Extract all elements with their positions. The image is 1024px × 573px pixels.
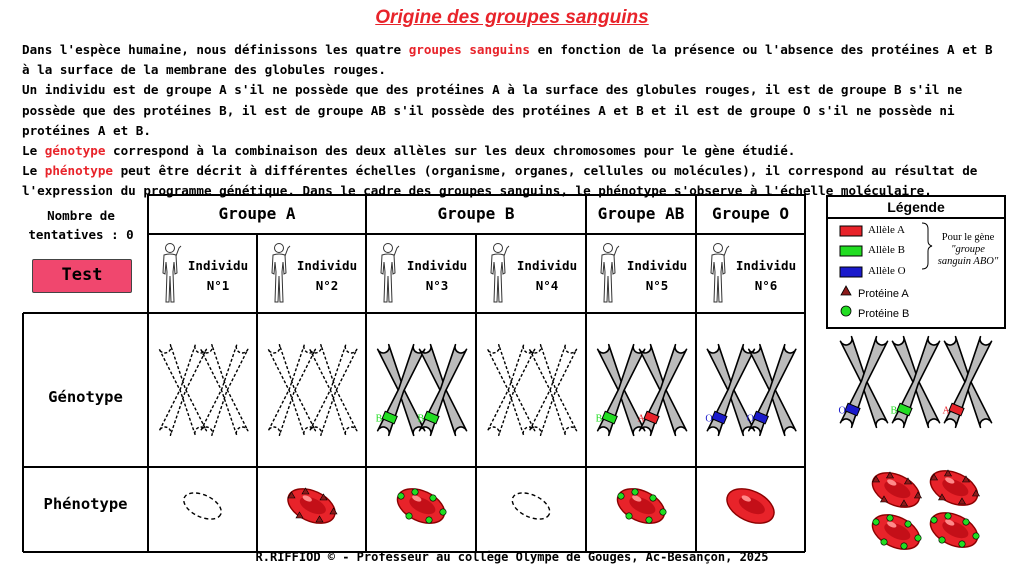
genotype-cell[interactable] [376,345,467,436]
genotype-cell[interactable] [596,345,687,436]
protein-b [881,539,887,545]
protein-b [873,519,879,525]
legend-note-line: "groupe [951,244,985,255]
phenotype-cell[interactable] [612,482,670,530]
allele-letter: O [746,413,755,425]
chromosome [942,337,991,428]
individual-number: N°2 [315,278,339,293]
individual-3-label [399,256,475,296]
intro-paragraph-3 [22,141,1007,161]
chromosome [838,337,887,428]
intro-text-span: Dans l'espèce humaine, nous définissons les quatre [22,42,409,57]
allele-letter: A [942,405,950,417]
phenotype-cell[interactable] [508,488,554,525]
keyword-phenotype: phénotype [44,163,113,179]
empty-cell-slot [508,488,554,525]
chromosome [268,345,315,436]
allele-letter: A [637,413,645,425]
intro-text [22,40,1007,202]
group-header-o: Groupe O [711,204,790,223]
protein-b [626,513,632,519]
red-blood-cell [867,508,925,555]
protein-b [632,489,638,495]
individual-1-label [180,256,256,296]
chromosome [310,345,357,436]
allele-a-swatch [840,226,862,236]
person-icon [163,244,181,303]
protein-b [905,521,911,527]
legend-protein-b: Protéine B [858,308,910,320]
individual-label-text: Individu [187,258,249,273]
draggable-chromosome[interactable] [838,337,887,428]
intro-text-span: peut être décrit à différentes échelles (organisme, organes, cellules ou molécules), il correspond au résultat de l'expression du programme génétique. Dans le cadre des groupes sanguins, le phénotype s'observe à l'échelle moléculaire. [22,163,978,199]
legend-title: Légende [828,197,1004,219]
group-header-b: Groupe B [437,204,515,223]
chromosome [637,345,686,436]
protein-b [963,519,969,525]
protein-b [398,493,404,499]
row-label-genotype: Génotype [48,388,123,406]
protein-b-icon [841,306,851,316]
group-header-ab: Groupe AB [597,204,685,223]
legend-allele-o: Allèle O [868,265,906,277]
draggable-red-blood-cell[interactable] [925,464,983,512]
allele-letter: B [375,413,383,425]
draggable-chromosome[interactable] [890,337,939,428]
legend-note-line: sanguin ABO" [937,256,999,267]
legend-note [928,232,1008,268]
individual-label-text: Individu [626,258,688,273]
intro-text-span: Le [22,143,45,159]
intro-text-span: correspond à la combinaison des deux allèles sur les deux chromosomes pour le gène étudié. [105,143,796,159]
individual-5-label [619,256,695,296]
protein-b [406,513,412,519]
allele-o-swatch [840,267,862,277]
keyword-genotype: génotype [44,143,106,159]
chromosome [890,337,939,428]
intro-text-span: Le [22,163,45,179]
protein-b [618,493,624,499]
protein-b [973,533,979,539]
red-blood-cell [612,482,670,530]
chromosome [417,345,466,436]
protein-b [915,535,921,541]
person-icon [491,244,509,303]
allele-letter: O [705,413,713,425]
phenotype-cell[interactable] [283,482,341,530]
red-blood-cell [925,464,983,512]
person-icon [381,244,399,303]
counter-label-2-text: tentatives : [28,227,119,242]
individual-label-text: Individu [406,258,468,273]
red-blood-cell [283,482,341,530]
legend-allele-b: Allèle B [868,244,905,256]
individual-number: N°3 [425,278,449,293]
individual-label-text: Individu [516,258,578,273]
allele-b-swatch [840,246,862,256]
individual-2-label [289,256,365,296]
legend-note-line: Pour le gène [941,232,995,243]
individual-number: N°4 [535,278,559,293]
protein-b [440,509,446,515]
protein-b [412,489,418,495]
protein-b [430,495,436,501]
individual-6-label [728,256,804,296]
individual-number: N°1 [206,278,230,293]
individual-label-text: Individu [735,258,797,273]
protein-b [650,495,656,501]
empty-cell-slot [180,488,226,525]
intro-paragraph-2: Un individu est de groupe A s'il ne possède que des protéines A à la surface des globules rouges, il est de groupe B s'il ne possède que des protéines B, il est de groupe AB s'il possède des protéines A et B et il est de groupe O s'il ne possède ni protéines A et B. [22,82,963,138]
phenotype-cell[interactable] [392,482,450,530]
protein-b [426,517,432,523]
draggable-red-blood-cell[interactable] [867,466,925,514]
intro-paragraph-1 [22,40,1007,80]
person-icon [272,244,290,303]
protein-b [887,515,893,521]
keyword-groupes-sanguins: groupes sanguins [408,42,531,57]
red-blood-cell [722,482,780,530]
protein-b [660,509,666,515]
chromosome [488,345,535,436]
person-icon [711,244,729,303]
phenotype-cell[interactable] [180,488,226,525]
red-blood-cell [925,506,983,554]
legend-protein-a: Protéine A [858,288,909,300]
group-header-a: Groupe A [218,204,296,223]
counter-label-1: Nombre de [47,208,115,223]
protein-b [901,543,907,549]
red-blood-cell [392,482,450,530]
legend-allele-a: Allèle A [868,224,905,236]
test-button[interactable]: Test [32,259,132,293]
allele-letter: B [417,413,425,425]
draggable-red-blood-cell[interactable] [867,508,925,555]
protein-b [939,537,945,543]
individual-number: N°5 [645,278,669,293]
genotype-cell[interactable] [159,345,247,436]
allele-letter: B [890,405,898,417]
chromosome [201,345,248,436]
allele-letter: O [838,405,846,417]
protein-b [646,517,652,523]
blood-group-grid [22,194,806,554]
protein-b [945,513,951,519]
individual-number: N°6 [754,278,778,293]
counter-value: 0 [126,227,134,242]
individual-label-text: Individu [296,258,358,273]
red-blood-cell [867,466,925,514]
draggable-items-area [826,330,1016,555]
row-label-phenotype: Phénotype [43,495,128,513]
intro-text-span: en fonction de la présence ou l'absence des protéines A et B à la surface de la membrane des globules rouges. [22,42,993,78]
protein-b [959,541,965,547]
chromosome [747,345,796,436]
genotype-cell[interactable] [268,345,356,436]
phenotype-cell[interactable] [722,482,780,530]
person-icon [601,244,619,303]
footer-credit: R.RIFFIOD © - Professeur au collège Olympe de Gouges, Ac-Besançon, 2025 [255,550,769,564]
page-title: Origine des groupes sanguins [375,7,649,28]
genotype-cell[interactable] [488,345,577,436]
protein-a-icon [841,286,851,295]
protein-b [931,517,937,523]
genotype-cell[interactable] [705,345,795,436]
individual-4-label [509,256,585,296]
draggable-red-blood-cell[interactable] [925,506,983,554]
draggable-chromosome[interactable] [942,337,991,428]
allele-letter: B [595,413,603,425]
chromosome [159,345,206,436]
chromosome [529,345,576,436]
